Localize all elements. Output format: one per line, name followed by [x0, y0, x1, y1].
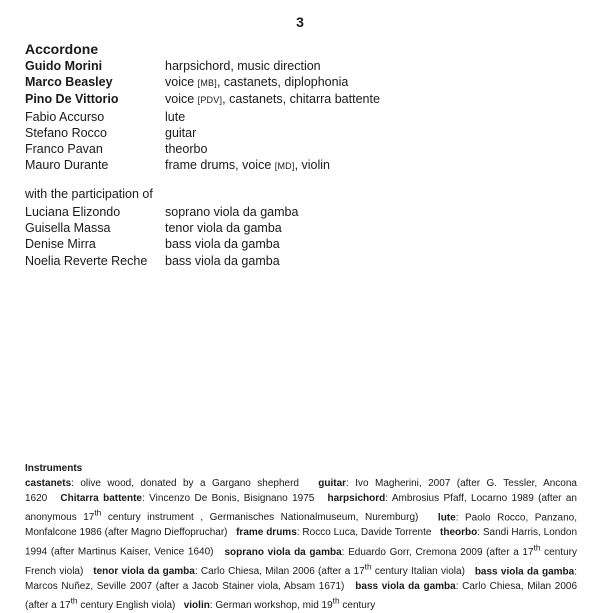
member-role [165, 157, 330, 174]
role-text: , castanets, chitarra battente [222, 92, 380, 107]
instrument-label: lute [437, 512, 456, 524]
ordinal-suffix: th [533, 542, 541, 553]
guest-row [25, 204, 298, 220]
member-name: Marco Beasley [25, 75, 113, 90]
guest-role: soprano viola da gamba [165, 205, 299, 219]
member-role [165, 74, 348, 91]
instrument-detail: : Marcos Nuñez, Seville 2007 (after a Jacob Stainer viola, Absam 1671) [25, 565, 577, 592]
instrument-label: frame drums [236, 527, 297, 539]
instrument-label: Chitarra battente [60, 493, 142, 504]
ordinal-suffix: th [332, 595, 340, 606]
guest-role: tenor viola da gamba [165, 221, 282, 236]
guest-role: bass viola da gamba [165, 237, 280, 252]
instrument-detail: : German workshop, mid 19 [209, 600, 333, 612]
instrument-detail: : Sandi Harris, London 1994 (after Martinus Kaiser, Venice 1640) [25, 527, 578, 558]
ordinal-suffix: th [364, 561, 372, 572]
member-row [25, 58, 380, 74]
guest-name: Noelia Reverte Reche [25, 253, 148, 268]
member-role [165, 91, 380, 108]
instrument-label: bass viola da gamba [355, 580, 456, 592]
member-row [25, 91, 380, 108]
instrument-detail: : olive wood, donated by a Gargano shepherd [71, 478, 299, 489]
instrument-label: tenor viola da gamba [93, 565, 195, 577]
instrument-detail: : Ambrosius Pfaff, Locarno 1989 (after an anonymous 17 [25, 493, 577, 524]
member-row [25, 141, 380, 157]
guest-name: Luciana Elizondo [25, 205, 121, 219]
instruments-title: Instruments [25, 463, 83, 474]
instrument-detail: : Carlo Chiesa, Milan 2006 (after a 17 [25, 580, 578, 612]
instrument-detail: century instrument , Germanisches Nationalmuseum, Nuremburg) [101, 512, 419, 524]
members-list [25, 58, 380, 174]
role-text: voice [165, 75, 198, 90]
instrument-entry [183, 595, 376, 612]
ensemble-title: Accordone [25, 41, 99, 57]
instrument-detail: : Rocco Luca, Davide Torrente [296, 527, 432, 539]
ordinal-suffix: th [94, 508, 102, 518]
instrument-detail: century [339, 600, 376, 612]
role-text: voice [165, 92, 198, 107]
member-name: Stefano Rocco [25, 125, 107, 140]
guest-name: Denise Mirra [25, 237, 96, 252]
instruments-section [25, 461, 577, 613]
participation-heading: with the participation of [25, 187, 153, 201]
ordinal-suffix: th [70, 595, 78, 606]
instrument-label: castanets [25, 478, 72, 489]
member-row [25, 157, 380, 174]
member-role: lute [165, 109, 186, 124]
instrument-label: bass viola da gamba [474, 565, 575, 577]
voice-abbreviation: [MB] [197, 78, 217, 89]
member-role: guitar [165, 125, 197, 140]
guest-row [25, 253, 298, 269]
member-name: Mauro Durante [25, 158, 109, 173]
instrument-detail: : Paolo Rocco, Panzano, Monfalcone 1986 (after Magno Dieffopruchar) [25, 512, 578, 539]
instrument-entry [60, 493, 314, 504]
role-text: frame drums, voice [165, 158, 275, 173]
member-role: harpsichord, music direction [165, 59, 321, 73]
member-name: Guido Morini [25, 59, 103, 73]
member-name: Franco Pavan [25, 142, 103, 157]
instrument-entry [25, 478, 299, 489]
instrument-label: soprano viola da gamba [224, 546, 342, 558]
instrument-detail: : Carlo Chiesa, Milan 2006 (after a 17 [194, 565, 365, 577]
instrument-label: violin [183, 600, 210, 612]
member-name: Pino De Vittorio [25, 92, 119, 107]
voice-abbreviation: [PDV] [197, 95, 223, 106]
instrument-entry [236, 527, 431, 538]
member-row [25, 125, 380, 141]
instrument-detail: : Ivo Magherini, 2007 (after G. Tessler, Ancona 1620 [25, 478, 577, 504]
role-text: , violin [294, 158, 331, 173]
instrument-detail: : Eduardo Gorr, Cremona 2009 (after a 17 [341, 546, 534, 558]
instrument-detail: century Italian viola) [371, 565, 465, 577]
instrument-detail: century French viola) [25, 546, 577, 577]
instrument-label: theorbo [440, 527, 478, 539]
instrument-detail: century English viola) [77, 600, 176, 612]
guests-list [25, 204, 298, 269]
instruments-paragraph [25, 476, 577, 613]
guest-role: bass viola da gamba [165, 253, 280, 268]
instrument-detail: : Vincenzo De Bonis, Bisignano 1975 [142, 493, 315, 504]
member-name: Fabio Accurso [25, 109, 105, 124]
guest-row [25, 220, 298, 236]
member-row [25, 74, 380, 91]
member-role: theorbo [165, 142, 208, 157]
instrument-entry [93, 561, 465, 577]
member-row [25, 109, 380, 125]
role-text: , castanets, diplophonia [216, 75, 349, 90]
voice-abbreviation: [MD] [274, 161, 295, 172]
page-number: 3 [296, 14, 304, 30]
guest-row [25, 236, 298, 252]
guest-name: Guisella Massa [25, 221, 111, 236]
instrument-label: harpsichord [327, 493, 386, 504]
instrument-label: guitar [318, 478, 347, 489]
